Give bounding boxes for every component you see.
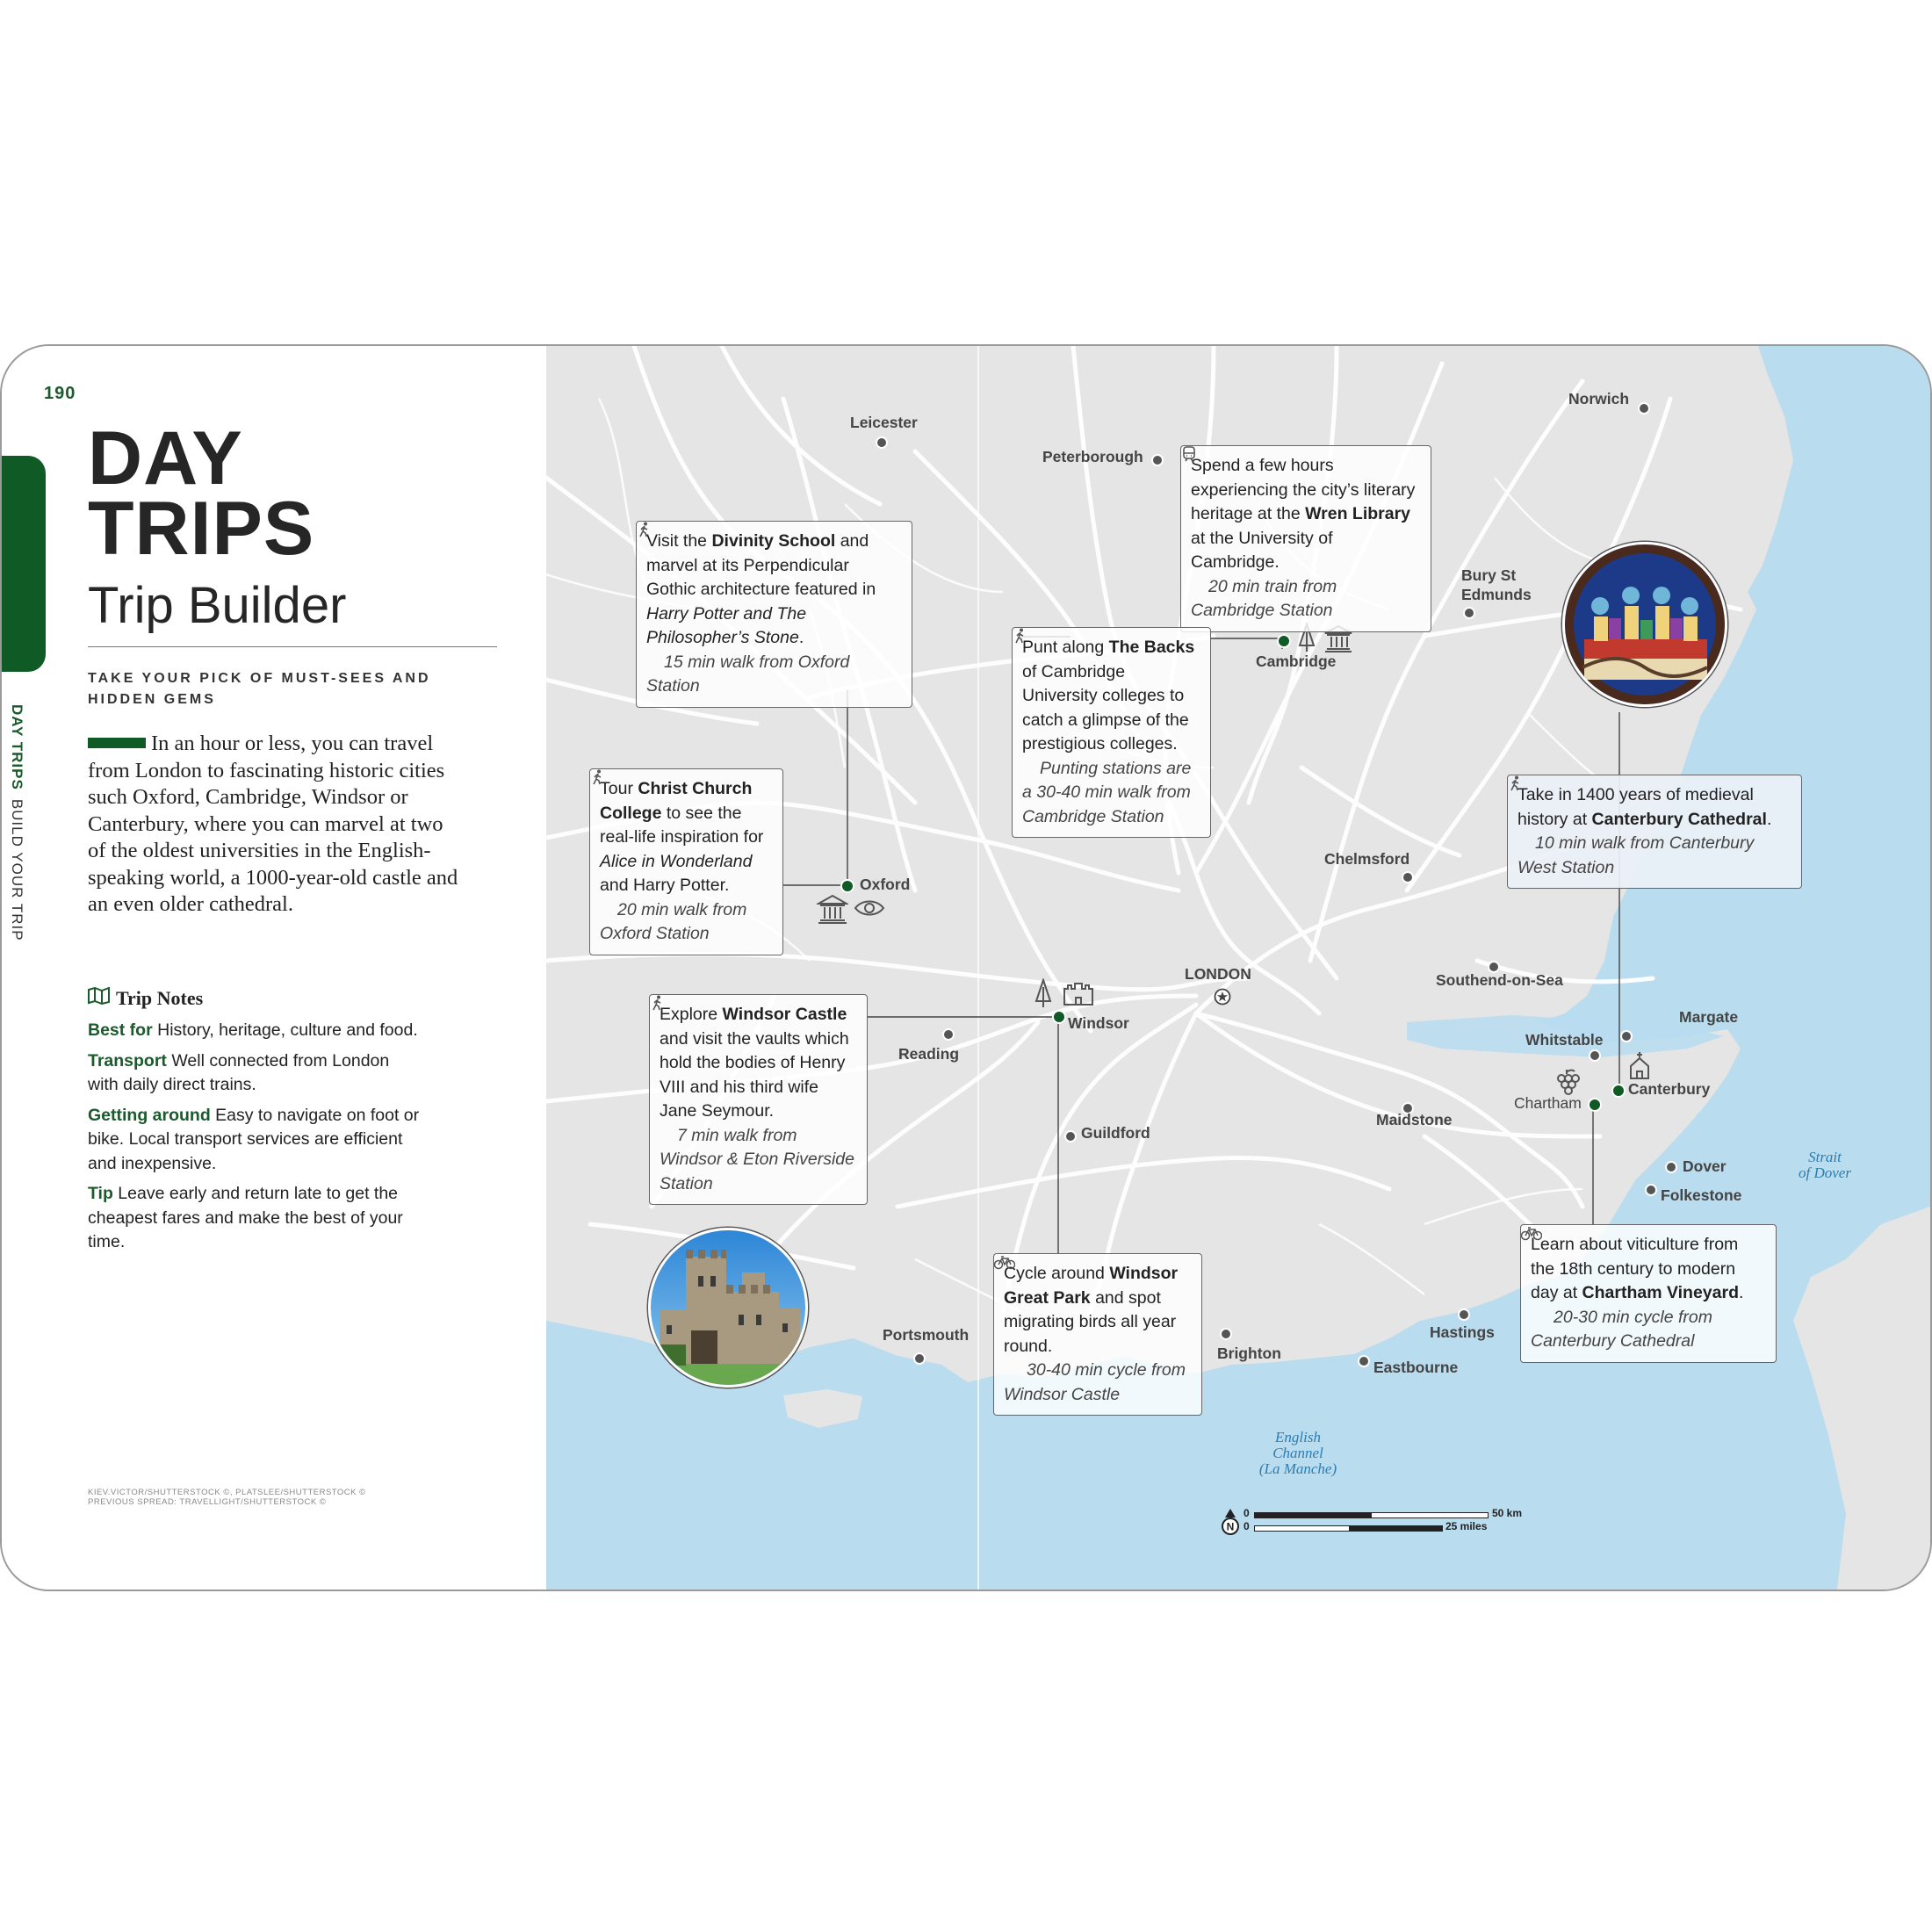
page-subtitle: Trip Builder [88,577,347,634]
callout-highlight: Chartham Vineyard [1582,1283,1739,1302]
intro-bar [88,738,146,748]
section-tab [2,456,46,672]
note-text: Easy to navigate on foot or bike. Local transport services are efficient and inexpensive. [88,1105,420,1173]
callout-text: Visit the [646,531,712,551]
page-number: 190 [44,384,76,403]
scale-km-label: 50 km [1492,1507,1523,1519]
callout-travel [1531,1306,1766,1354]
scale-zero-km: 0 [1244,1507,1250,1519]
callout-text: . [1739,1283,1744,1302]
intro-paragraph [88,731,465,919]
callout-text: Spend a few hours experiencing the city’s literary heritage at the [1191,456,1416,523]
intro-text: In an hour or less, you can travel from London to fascinating historic cities such Oxford, Cambridge, Windsor or Canterbury, where you can marvel at two of the oldest universities in the English-speaking world, a 1000-year-old castle and an even older cathedral. [88,732,458,916]
callout-canterbury-cathedral [1507,775,1802,889]
callout-highlight: Canterbury Cathedral [1591,809,1767,829]
photo-windsor-castle [648,1228,808,1388]
place-dot [1402,871,1414,883]
place-dot [1064,1130,1077,1143]
callout-travel [1517,832,1791,880]
place-chartham: Chartham [1514,1094,1582,1112]
callout-text: and spot migrating birds all year round. [1004,1287,1177,1356]
callout-text: and Harry Potter. [600,876,730,895]
book-page [0,344,1932,1591]
place-peterborough: Peterborough [1042,448,1143,465]
title-divider [88,646,497,647]
trip-notes [88,1019,422,1261]
place-dot-windsor [1052,1010,1066,1024]
place-norwich: Norwich [1568,390,1630,407]
note-key: Best for [88,1020,153,1040]
place-folkestone: Folkestone [1661,1186,1742,1204]
walk-icon [1022,760,1038,775]
train-icon [1191,578,1207,594]
photo-stained-glass [1562,542,1727,707]
place-cambridge: Cambridge [1256,652,1337,670]
scale-bar-fill [1255,1513,1372,1517]
callout-the-backs [1012,627,1211,838]
note-getting-around [88,1104,422,1177]
place-dot [913,1352,926,1365]
place-dot-cambridge [1277,634,1291,648]
title-line-1: DAY [88,416,243,501]
place-eastbourne: Eastbourne [1373,1359,1459,1376]
place-leicester: Leicester [850,414,918,431]
place-dot [1620,1030,1633,1042]
place-dot [1645,1184,1657,1196]
travel-text: 7 min walk from Windsor & Eton Riverside Station [660,1125,854,1193]
svg-text:N: N [1226,1520,1235,1533]
note-text: Leave early and return late to get the cheapest fares and make the best of your time. [88,1184,403,1251]
callout-text: Learn about viticulture from the 18th century to modern day at [1531,1235,1739,1302]
callout-text: . [798,628,804,647]
callout-text: Tour [600,779,638,798]
map [546,346,1930,1590]
travel-text: 20-30 min cycle from Canterbury Cathedral [1531,1307,1712,1351]
place-dot [1220,1328,1232,1340]
place-bury-label: Bury St Edmunds [1461,566,1532,603]
callout-wren-library [1180,445,1431,632]
walk-icon [660,1127,675,1143]
page-title [88,416,315,571]
note-text: Well connected from London with daily direct trains. [88,1050,390,1094]
place-dot [1463,607,1475,619]
note-text: History, heritage, culture and food. [152,1020,418,1040]
walk-icon [600,901,616,917]
travel-text: Punting stations are a 30-40 min walk from Cambridge Station [1022,758,1192,826]
note-key: Transport [88,1050,167,1071]
section-label-regular: BUILD YOUR TRIP [9,798,25,941]
travel-text: 15 min walk from Oxford Station [646,652,850,696]
callout-italic: Alice in Wonderland [600,851,753,871]
place-hastings: Hastings [1430,1323,1495,1341]
note-tip [88,1182,422,1255]
callout-text: of Cambridge University colleges to catch a glimpse of the prestigious colleges. [1022,661,1189,753]
callout-text: Punt along [1022,638,1109,657]
callout-highlight: Divinity School [711,531,836,551]
callout-text: to see the real-life inspiration for [600,803,764,847]
place-dot-canterbury [1611,1084,1626,1098]
trip-notes-title: Trip Notes [116,987,204,1009]
bike-icon [1004,1361,1025,1377]
callout-text: and visit the vaults which hold the bodies of Henry VIII and his third wife Jane Seymour. [660,1028,849,1121]
callout-italic: Harry Potter and The Philosopher’s Stone [646,603,807,647]
callout-travel [600,898,773,947]
callout-text: at the University of Cambridge. [1191,528,1333,572]
callout-travel [1022,757,1200,830]
scale-bar [1254,1512,1489,1518]
walk-icon [646,653,662,669]
callout-highlight: Windsor Great Park [1004,1264,1179,1308]
place-dover: Dover [1683,1157,1727,1175]
kicker: TAKE YOUR PICK OF MUST-SEES AND HIDDEN GEMS [88,671,431,707]
sea-strait-of-dover: Strait of Dover [1799,1149,1851,1181]
travel-text: 20 min walk from Oxford Station [600,899,747,943]
scale-bar-fill [1349,1526,1443,1531]
callout-travel [660,1124,857,1197]
text-panel [2,346,546,1590]
callout-text: Cycle around [1004,1264,1110,1283]
section-label-bold: DAY TRIPS [9,704,25,790]
note-key: Tip [88,1184,113,1203]
credit-line: PREVIOUS SPREAD: TRAVELLIGHT/SHUTTERSTOCK © [88,1497,327,1507]
place-dot-chartham [1588,1098,1602,1112]
place-dot [942,1028,955,1041]
place-dot-oxford [840,879,854,893]
place-portsmouth: Portsmouth [883,1326,970,1344]
callout-text: Take in 1400 years of medieval history at [1517,785,1754,829]
travel-text: 30-40 min cycle from Windsor Castle [1004,1360,1186,1404]
callout-highlight: Windsor Castle [722,1005,847,1024]
callout-christ-church [589,768,783,955]
callout-highlight: Christ Church College [600,779,753,823]
callout-highlight: The Backs [1108,638,1195,657]
place-dot [1589,1049,1601,1062]
note-key: Getting around [88,1105,211,1125]
place-dot [1458,1308,1470,1321]
place-chelmsford: Chelmsford [1324,850,1410,868]
note-best-for [88,1019,422,1043]
travel-text: 10 min walk from Canterbury West Station [1517,833,1755,877]
callout-highlight: Wren Library [1305,504,1411,523]
trip-notes-heading [88,987,203,1010]
place-canterbury: Canterbury [1628,1080,1711,1098]
callout-travel [646,651,902,699]
place-bury [1461,566,1532,604]
place-windsor: Windsor [1068,1014,1129,1032]
scale-bar-miles [1254,1525,1443,1532]
place-brighton: Brighton [1217,1344,1281,1362]
callout-text: Explore [660,1005,723,1024]
place-dot [1665,1161,1677,1173]
place-margate: Margate [1679,1008,1739,1026]
place-london: LONDON [1185,965,1251,983]
place-maidstone: Maidstone [1376,1111,1453,1128]
photo-credits [88,1488,366,1507]
callout-travel [1191,575,1421,624]
callout-chartham-vineyard [1520,1224,1777,1363]
callout-divinity-school [636,521,912,708]
callout-windsor-great-park [993,1253,1202,1416]
place-southend: Southend-on-Sea [1436,971,1563,989]
section-label [8,704,25,941]
bike-icon [1531,1308,1552,1324]
place-dot [1638,402,1650,415]
place-dot [1358,1355,1370,1367]
walk-icon [1517,834,1533,850]
map-icon [88,987,111,1010]
place-guildford: Guildford [1081,1124,1150,1142]
place-oxford: Oxford [860,876,911,893]
title-line-2: TRIPS [88,487,315,571]
scale-miles-label: 25 miles [1445,1520,1488,1532]
note-transport [88,1049,422,1098]
scale-zero-mi: 0 [1244,1520,1250,1532]
place-dot [1151,454,1164,466]
callout-travel [1004,1359,1192,1407]
travel-text: 20 min train from Cambridge Station [1191,576,1337,620]
place-dot [876,436,888,449]
credit-line: KIEV.VICTOR/SHUTTERSTOCK ©, PLATSLEE/SHUTTERSTOCK © [88,1488,366,1497]
capital-star-icon [1214,988,1231,1006]
sea-english-channel: English Channel (La Manche) [1258,1429,1337,1477]
place-whitstable: Whitstable [1525,1031,1604,1049]
callout-text: . [1766,809,1772,829]
place-reading: Reading [898,1045,960,1063]
callout-windsor-castle [649,994,868,1205]
callout-text: and marvel at its Perpendicular Gothic architecture featured in [646,531,876,599]
